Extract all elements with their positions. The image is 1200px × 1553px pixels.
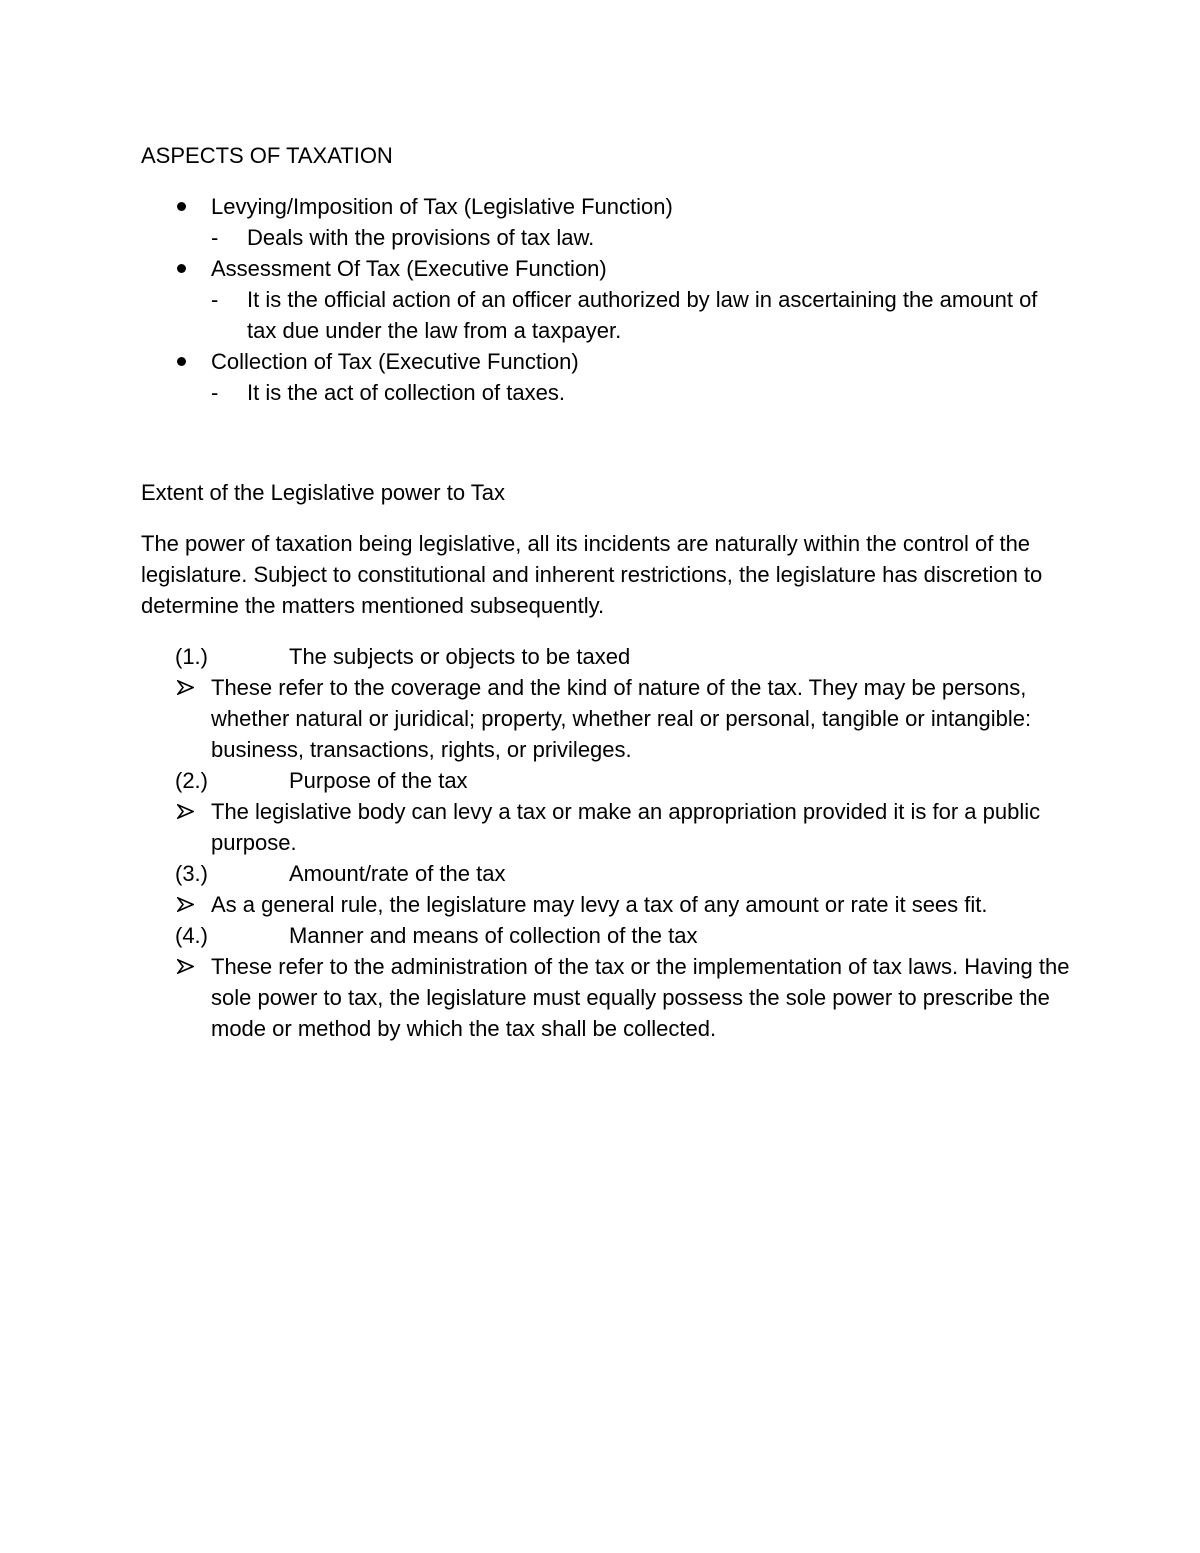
matter-title: Manner and means of collection of the tax	[289, 923, 698, 948]
matter-note-text: The legislative body can levy a tax or make an appropriation provided it is for a public purpose.	[211, 799, 1041, 855]
aspect-detail: It is the official action of an officer authorized by law in ascertaining the amount of tax due under the law from a taxpayer.	[247, 287, 1038, 343]
matter-item	[141, 765, 1071, 858]
aspect-detail-line	[211, 284, 1071, 346]
aspect-title: Levying/Imposition of Tax (Legislative Function)	[211, 194, 673, 219]
aspect-detail: Deals with the provisions of tax law.	[247, 225, 595, 250]
matter-number: (1.)	[175, 644, 208, 669]
matter-number: (2.)	[175, 768, 208, 793]
matter-note	[141, 951, 1071, 1044]
document-page	[141, 140, 1071, 1044]
matter-heading	[141, 920, 1071, 951]
matter-note	[141, 672, 1071, 765]
matter-title: The subjects or objects to be taxed	[289, 644, 631, 669]
bullet-icon	[177, 357, 186, 366]
aspect-item	[141, 191, 1071, 253]
matter-item	[141, 920, 1071, 1044]
arrowhead-bullet-icon	[177, 897, 194, 912]
dash-icon: -	[211, 380, 219, 405]
intro-paragraph: The power of taxation being legislative, all its incidents are naturally within the control of the legislature. Subject to constitutional and inherent restrictions, the legislature has discretion to determine the matters mentioned subsequently.	[141, 531, 1043, 618]
matter-item	[141, 641, 1071, 765]
matter-note-text: These refer to the administration of the tax or the implementation of tax laws. Having the sole power to tax, the legislature must equally possess the sole power to prescribe the mode or method by which the tax shall be collected.	[211, 954, 1070, 1041]
matter-title: Purpose of the tax	[289, 768, 468, 793]
matter-number: (4.)	[175, 923, 208, 948]
aspect-detail-line	[211, 222, 1071, 253]
matter-note-text: These refer to the coverage and the kind of nature of the tax. They may be persons, whether natural or juridical; property, whether real or personal, tangible or intangible: business, transactions, rights, or privileges.	[211, 675, 1032, 762]
matter-item	[141, 858, 1071, 920]
aspects-list	[141, 191, 1071, 408]
aspect-item	[141, 346, 1071, 408]
matters-list	[141, 641, 1071, 1044]
aspect-item	[141, 253, 1071, 346]
dash-icon: -	[211, 287, 219, 312]
matter-title: Amount/rate of the tax	[289, 861, 506, 886]
dash-icon: -	[211, 225, 219, 250]
matter-note	[141, 889, 1071, 920]
section-title: Extent of the Legislative power to Tax	[141, 480, 506, 505]
arrowhead-bullet-icon	[177, 804, 194, 819]
bullet-icon	[177, 264, 186, 273]
matter-note-text: As a general rule, the legislature may levy a tax of any amount or rate it sees fit.	[211, 892, 988, 917]
aspect-title: Collection of Tax (Executive Function)	[211, 349, 579, 374]
matter-heading	[141, 641, 1071, 672]
arrowhead-bullet-icon	[177, 680, 194, 695]
matter-note	[141, 796, 1071, 858]
aspect-title: Assessment Of Tax (Executive Function)	[211, 256, 607, 281]
matter-heading	[141, 765, 1071, 796]
bullet-icon	[177, 202, 186, 211]
aspect-detail-line	[211, 377, 1071, 408]
arrowhead-bullet-icon	[177, 959, 194, 974]
matter-heading	[141, 858, 1071, 889]
aspect-detail: It is the act of collection of taxes.	[247, 380, 565, 405]
matter-number: (3.)	[175, 861, 208, 886]
page-title: ASPECTS OF TAXATION	[141, 143, 393, 168]
